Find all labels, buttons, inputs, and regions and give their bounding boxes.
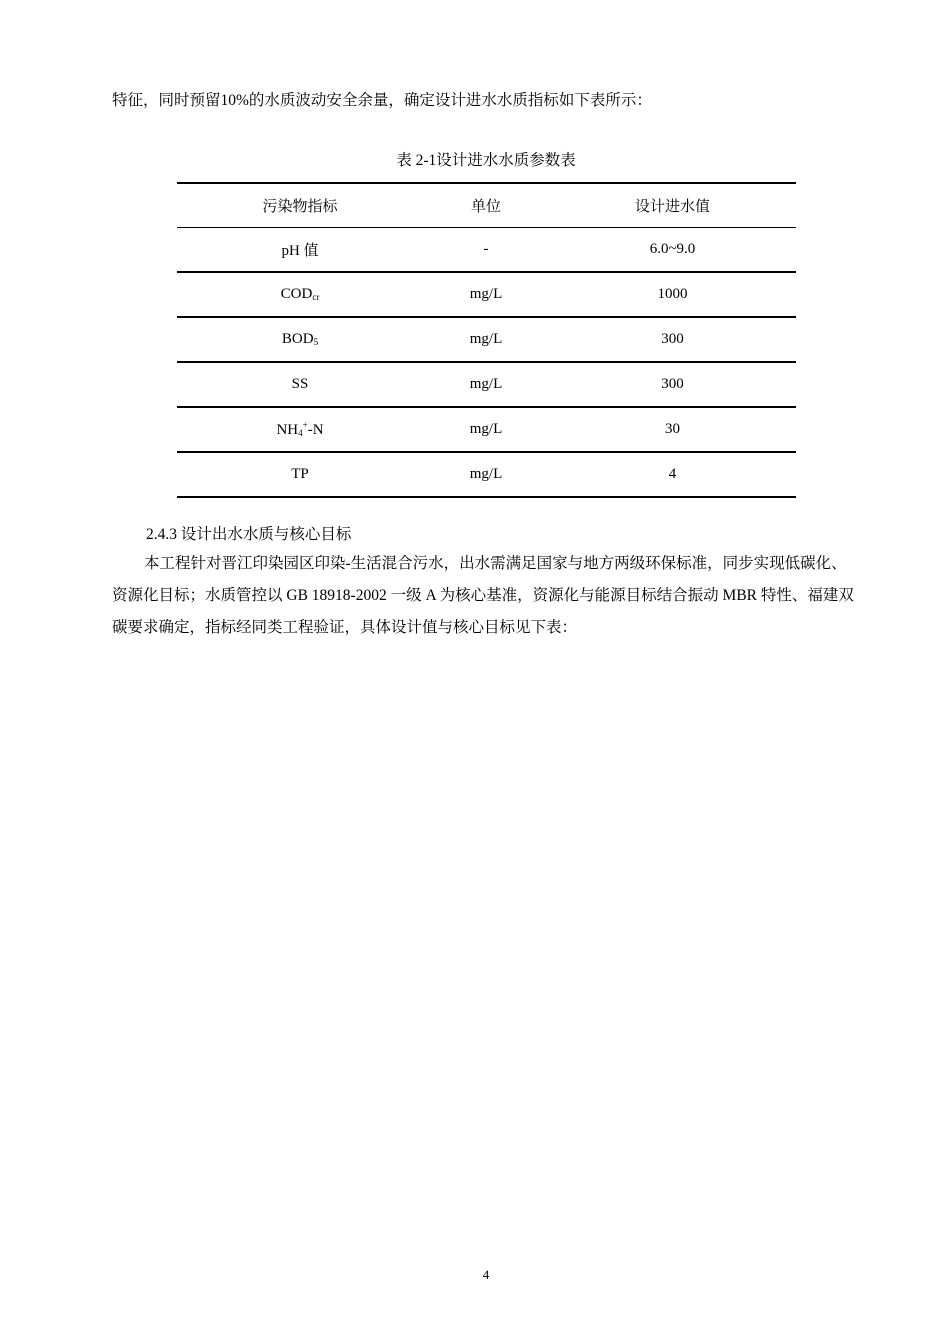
indicator-cell — [177, 272, 423, 317]
value-cell: 300 — [549, 317, 796, 362]
header-value: 设计进水值 — [549, 183, 796, 228]
value-cell: 4 — [549, 452, 796, 497]
indicator-subscript: cr — [312, 292, 320, 302]
table-row — [177, 452, 796, 497]
table-caption: 表 2-1设计进水水质参数表 — [396, 152, 576, 169]
indicator-text: BOD — [281, 331, 314, 347]
body-paragraph: 本工程针对晋江印染园区印染-生活混合污水，出水需满足国家与地方两级环保标准，同步实现低碳化、资源化目标；水质管控以 GB 18918-2002 一级 A 为核心基准，资源化与能源目标结合振动 MBR 特性、福建双碳要求确定，指标经同类工程验证，具体设计值与核心目标见下表： — [112, 555, 854, 636]
indicator-text: COD — [280, 286, 313, 302]
table-header-row — [177, 183, 796, 228]
unit-cell: mg/L — [423, 407, 549, 452]
header-unit: 单位 — [423, 183, 549, 228]
value-cell: 300 — [549, 362, 796, 407]
unit-cell: - — [423, 228, 549, 273]
indicator-cell — [177, 452, 423, 497]
unit-cell: mg/L — [423, 452, 549, 497]
unit-cell: mg/L — [423, 317, 549, 362]
indicator-text: NH — [276, 422, 299, 438]
indicator-subscript: 4 — [298, 428, 303, 438]
indicator-cell — [177, 317, 423, 362]
value-cell: 6.0~9.0 — [549, 228, 796, 273]
header-indicator: 污染物指标 — [177, 183, 423, 228]
section-heading: 2.4.3 设计出水水质与核心目标 — [146, 526, 352, 543]
unit-cell: mg/L — [423, 362, 549, 407]
indicator-subscript: 5 — [313, 337, 319, 347]
indicator-text: SS — [291, 376, 309, 392]
table-row — [177, 317, 796, 362]
indicator-cell — [177, 228, 423, 273]
indicator-superscript: + — [302, 420, 308, 430]
table-row — [177, 272, 796, 317]
table-row — [177, 407, 796, 452]
indicator-cell — [177, 362, 423, 407]
value-cell: 1000 — [549, 272, 796, 317]
indicator-suffix: -N — [307, 422, 324, 438]
intro-paragraph: 特征，同时预留10%的水质波动安全余量，确定设计进水水质指标如下表所示： — [112, 92, 652, 109]
indicator-cell — [177, 407, 423, 452]
indicator-text: TP — [291, 466, 309, 482]
indicator-text: pH 值 — [281, 243, 319, 259]
table-row — [177, 362, 796, 407]
value-cell: 30 — [549, 407, 796, 452]
influent-quality-table — [177, 182, 796, 498]
table-row — [177, 228, 796, 273]
unit-cell: mg/L — [423, 272, 549, 317]
page-number: 4 — [482, 1267, 490, 1282]
